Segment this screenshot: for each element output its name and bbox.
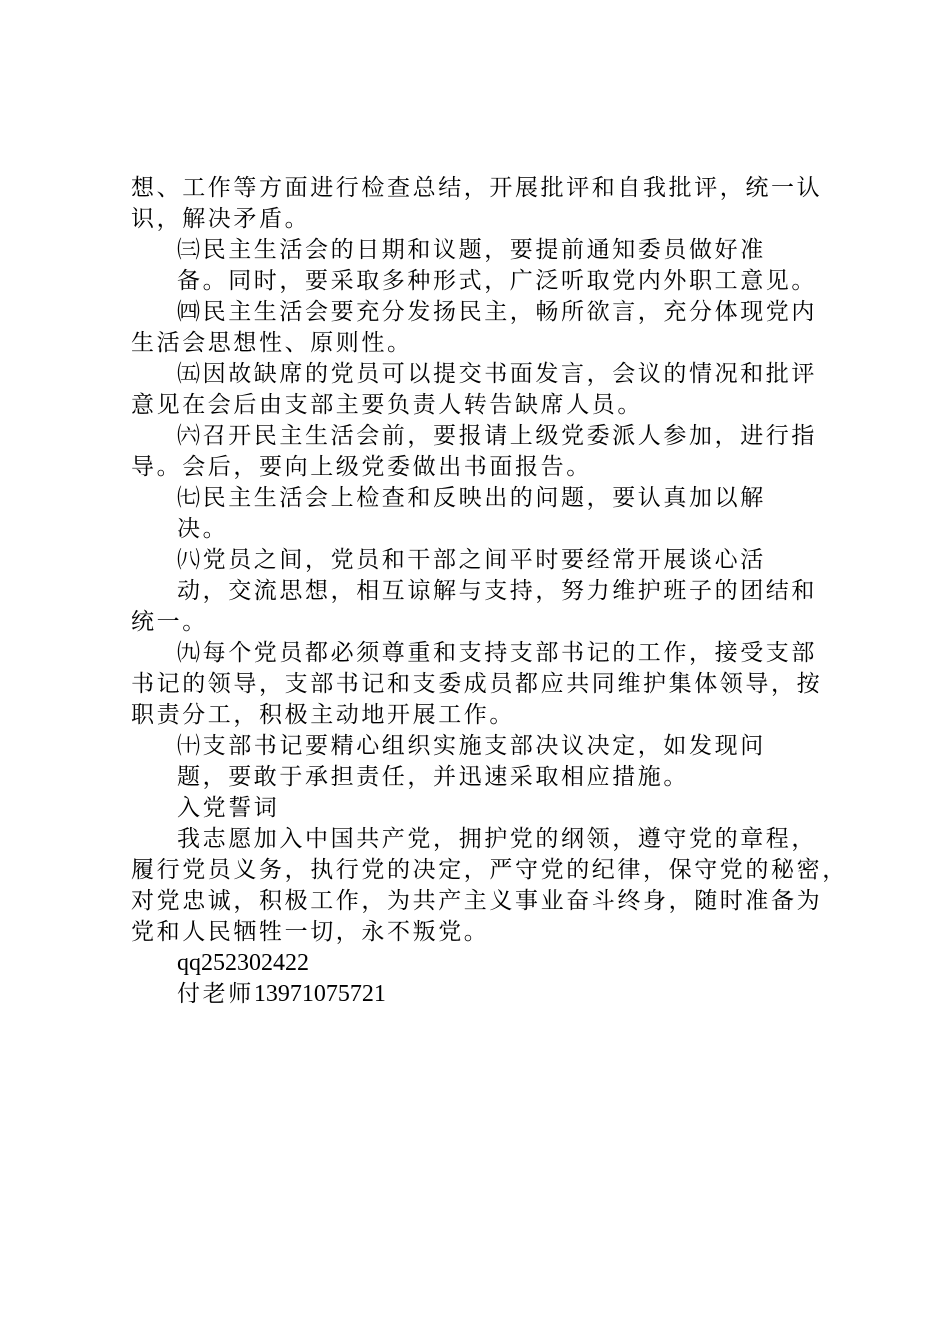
text-line-15: 统一。	[131, 609, 208, 635]
text-line-12: 决。	[177, 516, 229, 542]
text-line-16: ㈨每个党员都必须尊重和支持支部书记的工作，接受支部	[177, 640, 817, 666]
text-line-10: 导。会后，要向上级党委做出书面报告。	[131, 454, 592, 480]
document-body	[131, 173, 848, 1010]
text-line-19: ㈩支部书记要精心组织实施支部决议决定，如发现问	[177, 733, 766, 759]
oath-heading: 入党誓词	[177, 795, 280, 821]
oath-line-4: 党和人民牺牲一切，永不叛党。	[131, 919, 490, 945]
text-line-5: ㈣民主生活会要充分发扬民主，畅所欲言，充分体现党内	[177, 299, 817, 325]
text-line-2: 识，解决矛盾。	[131, 206, 311, 232]
text-line-17: 书记的领导，支部书记和支委成员都应共同维护集体领导，按	[131, 671, 823, 697]
text-line-6: 生活会思想性、原则性。	[131, 330, 413, 356]
text-line-9: ㈥召开民主生活会前，要报请上级党委派人参加，进行指	[177, 423, 817, 449]
text-line-3: ㈢民主生活会的日期和议题，要提前通知委员做好准	[177, 237, 766, 263]
text-line-8: 意见在会后由支部主要负责人转告缺席人员。	[131, 392, 643, 418]
contact-teacher	[131, 979, 843, 1010]
oath-line-3: 对党忠诚，积极工作，为共产主义事业奋斗终身，随时准备为	[131, 888, 823, 914]
text-line-11: ㈦民主生活会上检查和反映出的问题，要认真加以解	[177, 485, 766, 511]
text-line-14: 动，交流思想，相互谅解与支持，努力维护班子的团结和	[177, 578, 817, 604]
contact-qq	[131, 948, 843, 979]
contact-phone: 13971075721	[253, 981, 386, 1007]
text-line-1: 想、工作等方面进行检查总结，开展批评和自我批评，统一认	[131, 175, 823, 201]
text-line-20: 题，要敢于承担责任，并迅速采取相应措施。	[177, 764, 689, 790]
contact-teacher-name: 付老师	[177, 981, 254, 1007]
text-line-4: 备。同时，要采取多种形式，广泛听取党内外职工意见。	[177, 268, 817, 294]
oath-line-1: 我志愿加入中国共产党，拥护党的纲领，遵守党的章程，	[177, 826, 817, 852]
contact-qq-text: qq252302422	[177, 950, 309, 976]
text-line-7: ㈤因故缺席的党员可以提交书面发言，会议的情况和批评	[177, 361, 817, 387]
text-line-13: ㈧党员之间，党员和干部之间平时要经常开展谈心活	[177, 547, 766, 573]
text-line-18: 职责分工，积极主动地开展工作。	[131, 702, 515, 728]
oath-line-2: 履行党员义务，执行党的决定，严守党的纪律，保守党的秘密，	[131, 857, 848, 883]
